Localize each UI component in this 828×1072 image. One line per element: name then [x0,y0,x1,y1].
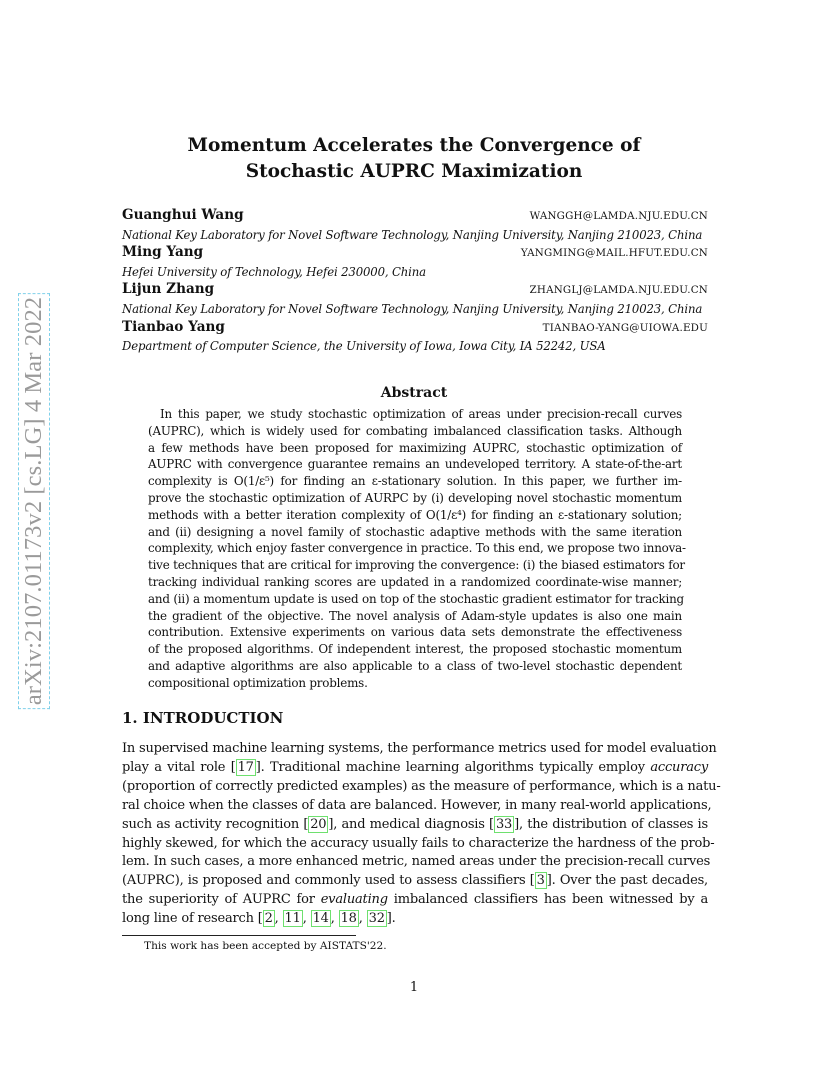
section-title: INTRODUCTION [142,709,284,727]
section-number: 1. [122,709,138,727]
citation-link[interactable]: 2 [264,911,273,927]
arxiv-identifier: arXiv:2107.01173v2 [cs.LG] 4 Mar 2022 [18,293,50,709]
intro-line: lem. In such cases, a more enhanced metric, named areas under the precision-recall curves [122,854,711,870]
author-block [122,207,708,356]
author-row [122,207,708,226]
abstract-line: of the proposed algorithms. Of independent interest, the proposed stochastic momentum [148,642,682,657]
intro-text: play a vital role [ [122,759,236,775]
abstract-line: complexity, which enjoy faster convergence in practice. To this end, we propose two innova- [148,541,686,556]
intro-line: In supervised machine learning systems, the performance metrics used for model evaluation [122,741,717,756]
citation-separator: , [274,911,283,927]
abstract-line: and adaptive algorithms are also applicable to a class of two-level stochastic dependent [148,658,682,673]
intro-emphasis: accuracy [650,759,708,775]
citation-link[interactable]: 18 [340,911,357,927]
author-name: Lijun Zhang [122,281,215,298]
citation-link[interactable]: 32 [368,911,385,927]
page-number: 1 [409,980,419,995]
abstract-line: methods with a better iteration complexity of O(1/ε⁴) for finding an ε-stationary solution; [148,507,682,522]
citation-separator: , [330,911,339,927]
intro-line [122,816,708,835]
arxiv-stamp [14,262,54,740]
intro-emphasis: evaluating [320,892,388,908]
citation-separator: , [358,911,367,927]
abstract-line: In this paper, we study stochastic optimization of areas under precision-recall curves [160,407,682,421]
author-name: Ming Yang [122,244,204,261]
citation-link[interactable]: 11 [284,911,301,927]
intro-line: highly skewed, for which the accuracy usually fails to characterize the hardness of the prob- [122,835,715,851]
citation-separator: , [302,911,311,927]
intro-line [122,872,708,891]
intro-text: ], the distribution of classes is [514,816,708,832]
intro-text: ]. [386,911,396,927]
citation-link[interactable]: 17 [237,759,254,775]
intro-line [122,759,708,778]
intro-text: (AUPRC), is proposed and commonly used to assess classifiers [ [122,873,535,889]
abstract-line: complexity is O(1/ε⁵) for finding an ε-stationary solution. In this paper, we further im- [148,474,682,489]
author-row [122,281,708,300]
intro-text: imbalanced classifiers has been witnessed by a [387,892,708,908]
citation-link[interactable]: 3 [536,873,545,889]
introduction-paragraph [122,740,721,929]
intro-line [122,891,708,910]
abstract-line: tracking individual ranking scores are updated in a randomized coordinate-wise manner; [148,574,682,589]
author-email: TIANBAO-YANG@UIOWA.EDU [542,321,708,334]
abstract-line: the gradient of the objective. The novel analysis of Adam-style updates is also one main [148,608,682,623]
author-row [122,244,708,263]
abstract-line: (AUPRC), which is widely used for combating imbalanced classification tasks. Although [148,423,682,438]
author-email: YANGMING@MAIL.HFUT.EDU.CN [520,247,708,260]
author-name: Tianbao Yang [122,318,225,335]
abstract-line: contribution. Extensive experiments on various data sets demonstrate the effectiveness [148,625,682,640]
abstract-heading: Abstract [380,385,448,401]
abstract-line: tive techniques that are critical for improving the convergence: (i) the biased estimators for [148,558,685,573]
intro-line: (proportion of correctly predicted examples) as the measure of performance, which is a natu- [122,778,721,794]
citation-link[interactable]: 33 [495,816,513,832]
intro-text: such as activity recognition [ [122,816,309,832]
paper-title [0,133,828,185]
author-row [122,319,708,338]
intro-line: ral choice when the classes of data are balanced. However, in many real-world applications, [122,797,712,813]
intro-text: long line of research [ [122,911,263,927]
intro-text: ]. Over the past decades, [546,873,708,889]
abstract-body [148,406,686,692]
author-email: WANGGH@LAMDA.NJU.EDU.CN [529,210,708,222]
footnote-rule [122,935,356,936]
author-affiliation: National Key Laboratory for Novel Software Technology, Nanjing University, Nanjing 210023, China [122,227,703,242]
citation-link[interactable]: 20 [310,816,327,832]
intro-text: ]. Traditional machine learning algorithms typically employ [255,759,651,775]
title-line-2: Stochastic AUPRC Maximization [245,161,583,182]
title-line-1: Momentum Accelerates the Convergence of [187,135,641,156]
section-heading [122,709,283,727]
author-affiliation: Hefei University of Technology, Hefei 230000, China [122,264,426,279]
abstract-line: compositional optimization problems. [148,675,368,690]
intro-line [122,910,708,929]
footnote: This work has been accepted by AISTATS'22. [144,940,387,952]
author-affiliation: National Key Laboratory for Novel Software Technology, Nanjing University, Nanjing 210023, China [122,301,703,316]
abstract-line: AUPRC with convergence guarantee remains an undeveloped territory. A state-of-the-art [148,457,682,472]
abstract-line: prove the stochastic optimization of AURPC by (i) developing novel stochastic momentum [148,490,682,505]
abstract-line: a few methods have been proposed for maximizing AUPRC, stochastic optimization of [148,440,682,455]
author-email: ZHANGLJ@LAMDA.NJU.EDU.CN [529,284,708,297]
author-name: Guanghui Wang [122,207,244,223]
abstract-line: and (ii) designing a novel family of stochastic adaptive methods with the same iteration [148,524,682,539]
intro-text: ], and medical diagnosis [ [328,816,494,832]
abstract-line: and (ii) a momentum update is used on top of the stochastic gradient estimator for tracking [148,591,684,606]
author-affiliation: Department of Computer Science, the University of Iowa, Iowa City, IA 52242, USA [122,339,606,354]
citation-link[interactable]: 14 [312,911,329,927]
intro-text: the superiority of AUPRC for [122,892,321,908]
